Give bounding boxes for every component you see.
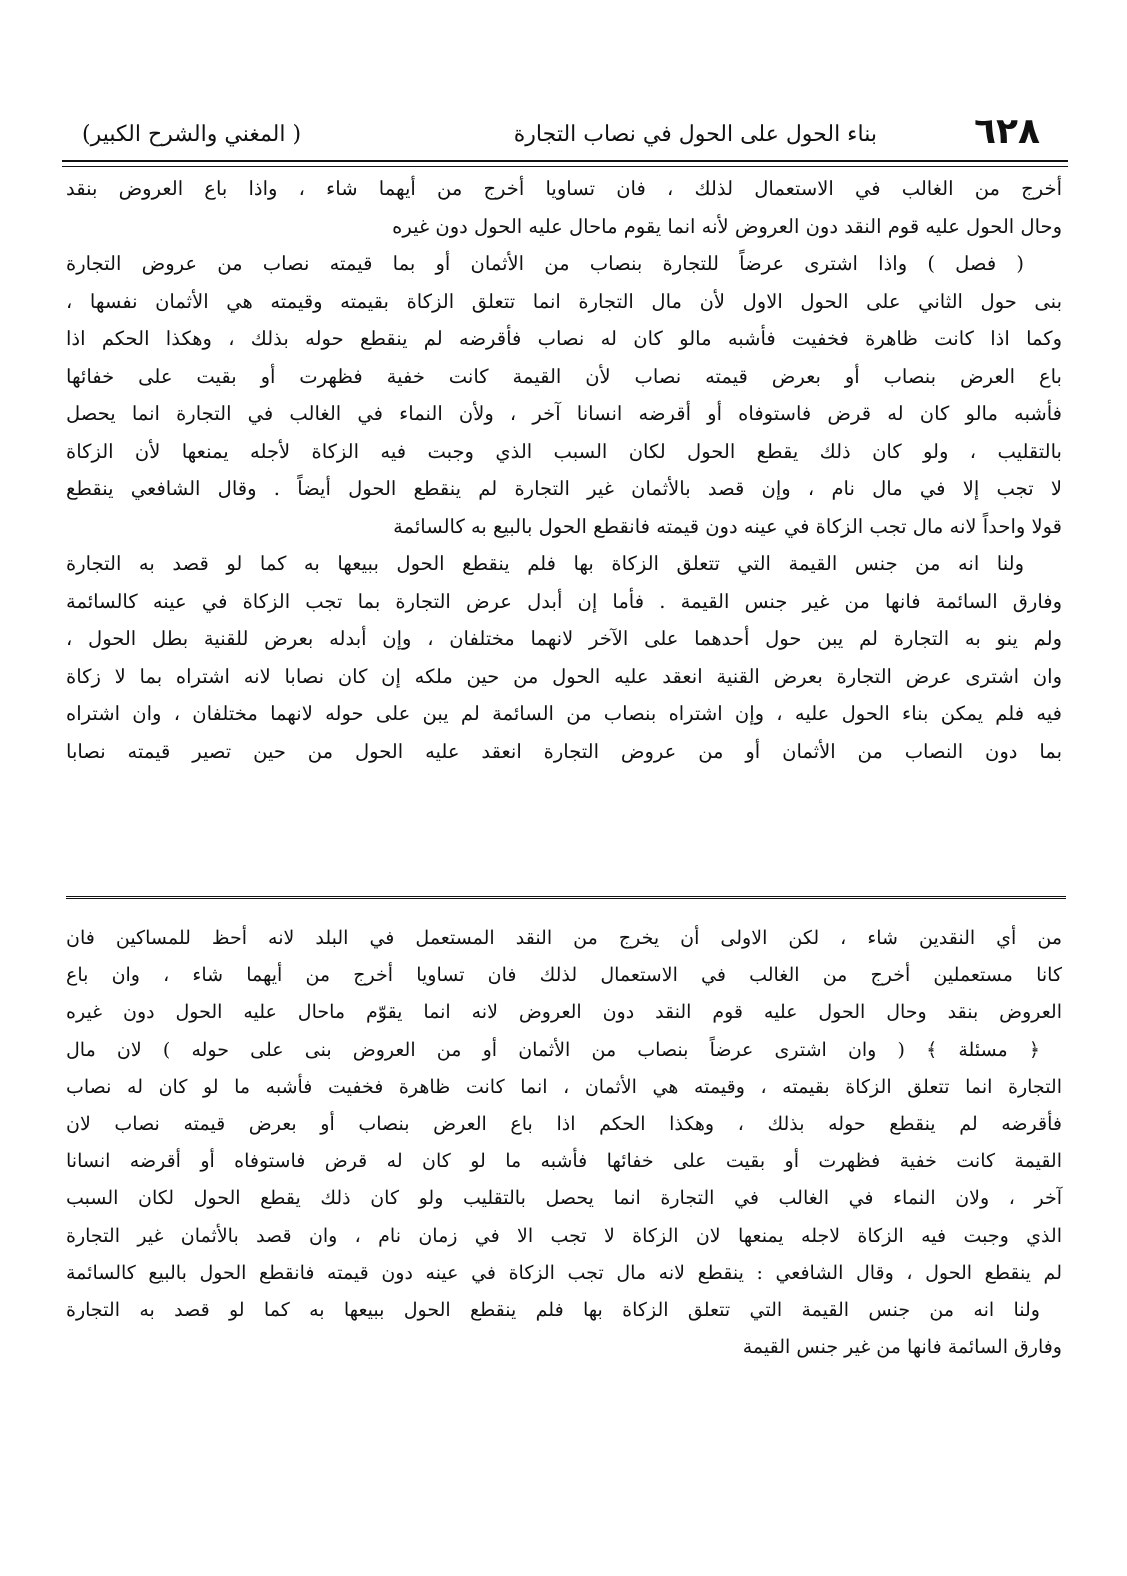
commentary-line: آخر ، ولان النماء في الغالب في التجارة انما يحصل بالتقليب ولو كان ذلك يقطع الحول لكان السبب: [66, 1187, 1062, 1210]
main-line: أخرج من الغالب في الاستعمال لذلك ، فان تساويا أخرج من أيهما شاء ، واذا باع العروض بنقد: [66, 177, 1062, 200]
main-line: وكما اذا كانت ظاهرة فخفيت فأشبه مالو كان له نصاب فأقرضه لم ينقطع حوله بذلك ، وهكذا الحكم اذا: [66, 327, 1062, 350]
main-line: ولنا انه من جنس القيمة التي تتعلق الزكاة بها فلم ينقطع الحول ببيعها به كما لو قصد به التجارة: [66, 552, 1024, 575]
running-title: بناء الحول على الحول في نصاب التجارة: [513, 122, 877, 147]
commentary-line: فأقرضه لم ينقطع حوله بذلك ، وهكذا الحكم اذا باع العرض بنصاب أو بعرض قيمته نصاب لان: [66, 1113, 1062, 1136]
page-number: ٦٢٨: [974, 111, 1040, 152]
main-line: وان اشترى عرض التجارة بعرض القنية انعقد عليه الحول من حين ملكه إن كان نصابا لانه اشتراه بما لا زكاة: [66, 664, 1062, 688]
main-line: ولم ينو به التجارة لم يبن حول أحدهما على الآخر لانهما مختلفان ، وإن أبدله بعرض للقنية بطل الحول ،: [66, 627, 1062, 650]
main-line: بما دون النصاب من الأثمان أو من عروض التجارة انعقد عليه الحول من حين تصير قيمته نصابا: [66, 739, 1062, 763]
header-rule: [62, 160, 1068, 167]
commentary-line: لم ينقطع الحول ، وقال الشافعي : ينقطع لانه مال تجب الزكاة في عينه دون قيمته فانقطع الحول بالبيع كالسائمة: [66, 1261, 1062, 1284]
section-divider: [66, 896, 1066, 899]
book-title: ( المغني والشرح الكبير): [82, 122, 302, 147]
commentary-line: من أي النقدين شاء ، لكن الاولى أن يخرج من النقد المستعمل في البلد لانه أحظ للمساكين فان: [66, 927, 1062, 949]
main-line: فيه فلم يمكن بناء الحول عليه ، وإن اشتراه بنصاب من السائمة لم يبن على حوله لانهما مختلفان ، وان اشتراه: [66, 702, 1062, 725]
page-header: [62, 112, 1062, 158]
main-line: باع العرض بنصاب أو بعرض قيمته نصاب لأن القيمة كانت خفية فظهرت أو بقيت على خفائها: [66, 364, 1062, 388]
main-line: قولا واحداً لانه مال تجب الزكاة في عينه دون قيمته فانقطع الحول بالبيع به كالسائمة: [393, 514, 1062, 538]
commentary-line: وفارق السائمة فانها من غير جنس القيمة: [742, 1336, 1062, 1359]
commentary-line: ﴿ مسئلة ﴾ ( وان اشترى عرضاً بنصاب من الأثمان أو من العروض بنى على حوله ) لان مال: [66, 1038, 1040, 1061]
commentary-line: التجارة انما تتعلق الزكاة بقيمته ، وقيمته هي الأثمان ، انما كانت ظاهرة فخفيت فأشبه ما لو كان له نصاب: [66, 1075, 1062, 1098]
commentary-line: العروض بنقد وحال الحول عليه قوم النقد دون العروض لانه انما يقوّم ماحال عليه الحول دون غيره: [66, 1001, 1062, 1024]
main-line: وفارق السائمة فانها من غير جنس القيمة . فأما إن أبدل عرض التجارة بما تجب الزكاة في عينه كالسائمة: [66, 589, 1062, 613]
commentary-line: كانا مستعملين أخرج من الغالب في الاستعمال لذلك فان تساويا أخرج من أيهما شاء ، وان باع: [66, 964, 1062, 987]
main-line: فأشبه مالو كان له قرض فاستوفاه أو أقرضه انسانا آخر ، ولأن النماء في الغالب في التجارة انما يحصل: [66, 402, 1062, 425]
main-line: لا تجب إلا في مال نام ، وإن قصد بالأثمان غير التجارة لم ينقطع الحول أيضاً . وقال الشافعي ينقطع: [66, 477, 1062, 500]
commentary-line: القيمة كانت خفية فظهرت أو بقيت على خفائها فأشبه ما لو كان له قرض فاستوفاه أو أقرضه انسانا: [66, 1150, 1062, 1173]
main-line: بنى حول الثاني على الحول الاول لأن مال التجارة انما تتعلق الزكاة بقيمته وقيمته هي الأثمان نفسها ،: [66, 289, 1062, 313]
commentary-line: ولنا انه من جنس القيمة التي تتعلق الزكاة بها فلم ينقطع الحول ببيعها به كما لو قصد به التجارة: [66, 1299, 1040, 1322]
main-line: وحال الحول عليه قوم النقد دون العروض لأنه انما يقوم ماحال عليه الحول دون غيره: [392, 214, 1062, 238]
main-line: ( فصل ) واذا اشترى عرضاً للتجارة بنصاب من الأثمان أو بما قيمته نصاب من عروض التجارة: [66, 252, 1024, 275]
main-line: بالتقليب ، ولو كان ذلك يقطع الحول لكان السبب الذي وجبت فيه الزكاة لأجله يمنعها لأن الزكاة: [66, 439, 1062, 463]
commentary-text: [66, 920, 1062, 1366]
commentary-line: الذي وجبت فيه الزكاة لاجله يمنعها لان الزكاة لا تجب الا في زمان نام ، وان قصد بالأثمان غير التجارة: [66, 1224, 1062, 1247]
main-text: [66, 170, 1062, 770]
